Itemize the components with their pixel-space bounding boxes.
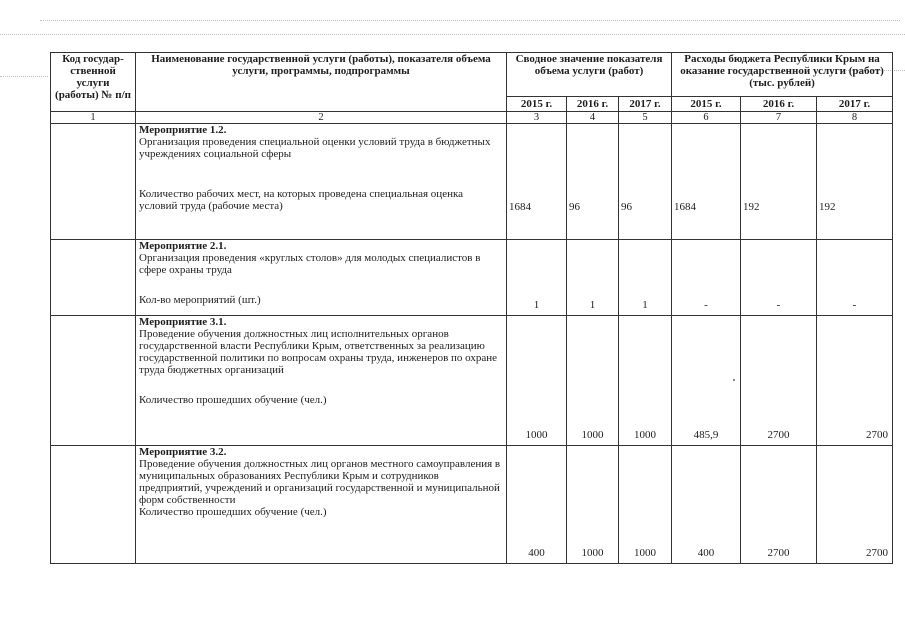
row-code [51, 446, 136, 564]
row-code [51, 124, 136, 240]
value-cell: 96 [619, 124, 672, 240]
row-description-cell [136, 124, 507, 240]
value-cell: 1000 [567, 316, 619, 446]
measure-title: Мероприятие 1.2. [139, 124, 227, 136]
measure-indicator: Количество прошедших обучение (чел.) [139, 506, 327, 518]
header-year: 2017 г. [619, 97, 672, 112]
value-cell: 96 [567, 124, 619, 240]
measure-description: Проведение обучения должностных лиц органов местного самоуправления в муниципальных образованиях Республики Крым и сотрудников предприятий, учреждений и организаций государственной и муниципальной форм собственности [139, 458, 501, 506]
value-cell: - [817, 240, 893, 316]
column-number: 1 [51, 112, 136, 124]
header-budget: Расходы бюджета Республики Крым на оказание государственной услуги (работ) (тыс. рублей) [672, 53, 893, 97]
column-number: 8 [817, 112, 893, 124]
value-cell: 1 [619, 240, 672, 316]
measure-indicator: Кол-во мероприятий (шт.) [139, 294, 261, 306]
value-cell: 1 [567, 240, 619, 316]
spacer [139, 376, 503, 394]
measure-indicator: Количество прошедших обучение (чел.) [139, 394, 327, 406]
value-cell: 400 [507, 446, 567, 564]
scan-artifact-line [0, 34, 905, 35]
scan-artifact-line [0, 76, 48, 77]
row-description-cell [136, 240, 507, 316]
row-description-cell [136, 446, 507, 564]
column-numbers-row [51, 112, 893, 124]
header-volume: Сводное значение показателя объема услуги (работ) [507, 53, 672, 97]
value-cell: 485,9 [672, 316, 741, 446]
header-year: 2015 г. [672, 97, 741, 112]
table-row [51, 446, 893, 564]
header-code: Код государ-ственной услуги (работы) № п/п [51, 53, 136, 112]
value-cell: - [672, 240, 741, 316]
column-number: 2 [136, 112, 507, 124]
column-number: 5 [619, 112, 672, 124]
value-cell: 192 [817, 124, 893, 240]
value-cell: 2700 [817, 446, 893, 564]
value-cell: 400 [672, 446, 741, 564]
value-cell: 1000 [619, 316, 672, 446]
header-name: Наименование государственной услуги (работы), показателя объема услуги, программы, подпрограммы [136, 53, 507, 112]
value-cell: 1000 [567, 446, 619, 564]
value-cell: 2700 [817, 316, 893, 446]
row-description-cell [136, 316, 507, 446]
measure-title: Мероприятие 3.2. [139, 446, 227, 458]
value-cell: 192 [741, 124, 817, 240]
value-cell: 2700 [741, 316, 817, 446]
header-row [51, 53, 893, 97]
value-cell: 2700 [741, 446, 817, 564]
column-number: 7 [741, 112, 817, 124]
spacer [139, 276, 503, 294]
table-row [51, 316, 893, 446]
table-row [51, 240, 893, 316]
header-year: 2017 г. [817, 97, 893, 112]
header-year: 2016 г. [741, 97, 817, 112]
measure-title: Мероприятие 3.1. [139, 316, 227, 328]
column-number: 4 [567, 112, 619, 124]
row-code [51, 240, 136, 316]
header-year: 2016 г. [567, 97, 619, 112]
value-cell: 1000 [619, 446, 672, 564]
column-number: 6 [672, 112, 741, 124]
measure-description: Организация проведения «круглых столов» для молодых специалистов в сфере охраны труда [139, 252, 481, 276]
value-cell: - [741, 240, 817, 316]
spacer [139, 160, 503, 188]
measure-title: Мероприятие 2.1. [139, 240, 227, 252]
measure-description: Проведение обучения должностных лиц исполнительных органов государственной власти Республики Крым, ответственных за реализацию государственной политики по вопросам охраны труда, инженеров по охране труда бюджетных организаций [139, 328, 498, 376]
budget-table [50, 52, 893, 564]
header-year: 2015 г. [507, 97, 567, 112]
scan-artifact-line [40, 20, 900, 21]
row-code [51, 316, 136, 446]
value-cell: 1 [507, 240, 567, 316]
column-number: 3 [507, 112, 567, 124]
value-cell: 1684 [507, 124, 567, 240]
value-cell: 1000 [507, 316, 567, 446]
measure-indicator: Количество рабочих мест, на которых проведена специальная оценка условий труда (рабочие места) [139, 188, 464, 212]
measure-description: Организация проведения специальной оценки условий труда в бюджетных учреждениях социальной сферы [139, 136, 491, 160]
value-cell: 1684 [672, 124, 741, 240]
table-row [51, 124, 893, 240]
